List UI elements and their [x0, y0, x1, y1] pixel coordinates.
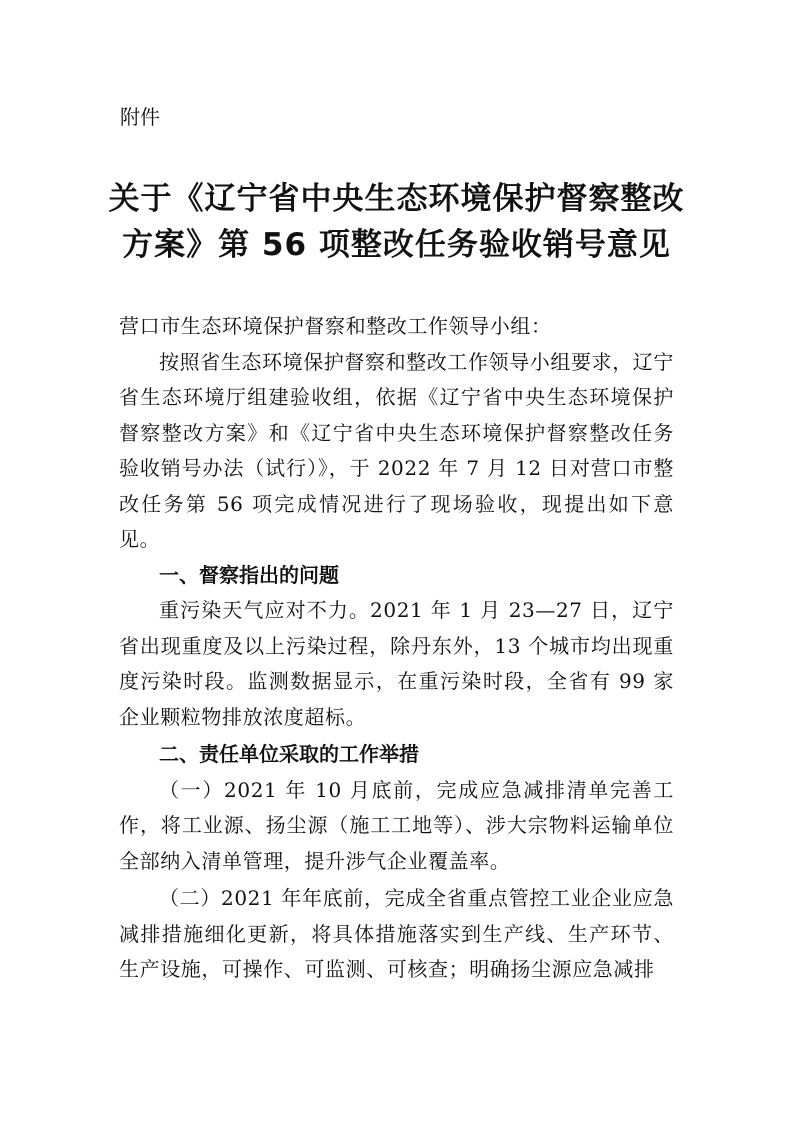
measure-1-paragraph: （一）2021 年 10 月底前，完成应急减排清单完善工作，将工业源、扬尘源（施工工地等）、涉大宗物料运输单位全部纳入清单管理，提升涉气企业覆盖率。	[119, 777, 674, 873]
attachment-label: 附件	[120, 105, 160, 129]
salutation: 营口市生态环境保护督察和整改工作领导小组：	[119, 314, 552, 338]
title-line-1: 关于《辽宁省中央生态环境保护督察整改	[108, 181, 685, 217]
measure-2-paragraph: （二）2021 年年底前，完成全省重点管控工业企业应急减排措施细化更新，将具体措施落实到生产线、生产环节、生产设施，可操作、可监测、可核查；明确扬尘源应急减排	[119, 886, 674, 981]
title-line-2: 方案》第 56 项整改任务验收销号意见	[122, 227, 671, 263]
section-heading-1: 一、督察指出的问题	[159, 562, 339, 587]
section-heading-2: 二、责任单位采取的工作举措	[159, 742, 419, 766]
intro-paragraph: 按照省生态环境保护督察和整改工作领导小组要求，辽宁省生态环境厅组建验收组，依据《辽宁省中央生态环境保护督察整改方案》和《辽宁省中央生态环境保护督察整改任务验收销号办法（试行）》，于 2022 年 7 月 12 日对营口市整改任务第 56 项完成情况进行了现场验收，现提出如下意见。	[119, 349, 674, 551]
document-body	[119, 309, 674, 988]
section-1-paragraph: 重污染天气应对不力。2021 年 1 月 23—27 日，辽宁省出现重度及以上污染过程，除丹东外，13 个城市均出现重度污染时段。监测数据显示，在重污染时段，全省有 99 家企业颗粒物排放浓度超标。	[119, 598, 674, 729]
document-title	[100, 176, 693, 268]
